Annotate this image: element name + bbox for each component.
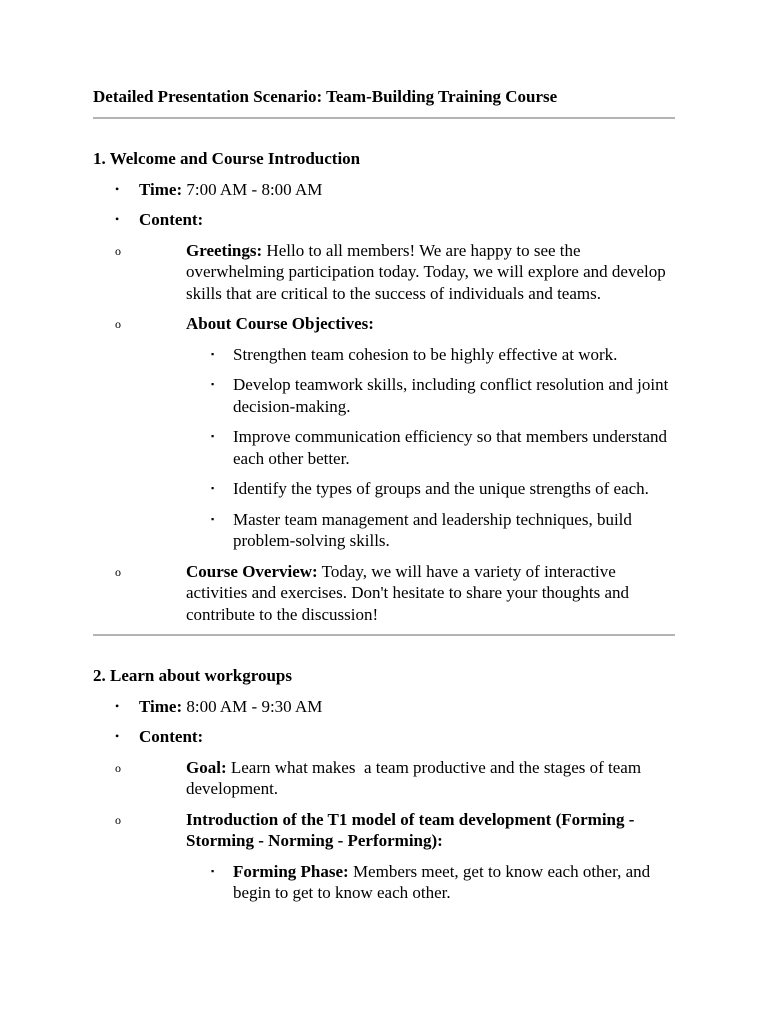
bullet-circle-icon: o [115, 317, 121, 331]
divider [93, 634, 675, 636]
greetings-label: Greetings: [186, 240, 263, 260]
list-item-content [93, 209, 675, 625]
objectives-label: About Course Objectives: [186, 314, 374, 333]
divider [93, 117, 675, 119]
document-title: Detailed Presentation Scenario: Team-Building Training Course [93, 87, 558, 106]
objective-item [186, 478, 675, 500]
goal-text: Learn what makes a team productive and the stages of team development. [186, 757, 646, 798]
bullet-square-icon: ▪ [211, 513, 215, 524]
model-label: Introduction of the T1 model of team development (Forming - Storming - Norming - Performing): [186, 809, 635, 850]
objective-text: Master team management and leadership techniques, build problem-solving skills. [233, 509, 632, 550]
goal-label: Goal: [186, 757, 227, 777]
objective-item [186, 374, 675, 417]
bullet-square-icon: ▪ [211, 379, 215, 389]
bullet-square-icon: ▪ [211, 483, 215, 493]
bullet-circle-icon: o [115, 564, 121, 579]
section-workgroups [93, 665, 675, 904]
section-welcome [93, 148, 675, 625]
objective-text: Improve communication efficiency so that members understand each other better. [233, 427, 667, 468]
objective-text: Identify the types of groups and the unique strengths of each. [233, 479, 649, 498]
content-label: Content: [139, 727, 204, 746]
content-sublist [93, 240, 675, 626]
list-item-time [93, 179, 675, 201]
content-sublist [93, 757, 675, 904]
phase-item [186, 861, 675, 904]
bullet-disc-icon: • [115, 212, 120, 226]
objective-text: Strengthen team cohesion to be highly effective at work. [233, 344, 618, 364]
time-label: Time: [139, 696, 183, 716]
bullet-circle-icon: o [115, 812, 121, 827]
bullet-disc-icon: • [115, 698, 120, 713]
bullet-disc-icon: • [115, 181, 120, 196]
bullet-square-icon: ▪ [211, 348, 215, 359]
overview-text: Today, we will have a variety of interactive activities and exercises. Don't hesitate to share your thoughts and contribute to the discussion! [186, 561, 630, 624]
list-item-overview [93, 561, 675, 626]
forming-label: Forming Phase: [233, 861, 349, 881]
greetings-text: Hello to all members! We are happy to see the overwhelming participation today. Today, we will explore and develop skills that are critical to the success of individuals and teams. [186, 240, 666, 303]
list-item-model [93, 809, 675, 904]
bullet-circle-icon: o [115, 243, 121, 258]
list-item-time [93, 696, 675, 718]
section-list [93, 179, 675, 626]
content-label: Content: [139, 210, 204, 229]
forming-text: Members meet, get to know each other, and begin to get to know each other. [233, 861, 651, 902]
bullet-square-icon: ▪ [211, 865, 215, 876]
document-page [93, 86, 675, 904]
objective-text: Develop teamwork skills, including conflict resolution and joint decision-making. [233, 375, 669, 416]
list-item-content [93, 726, 675, 904]
overview-label: Course Overview: [186, 561, 318, 581]
section-list [93, 696, 675, 904]
time-label: Time: [139, 179, 183, 199]
time-value: 8:00 AM - 9:30 AM [182, 696, 323, 716]
objective-item [186, 344, 675, 366]
list-item-goal [93, 757, 675, 800]
bullet-square-icon: ▪ [211, 431, 215, 441]
time-value: 7:00 AM - 8:00 AM [182, 179, 323, 199]
objective-item [186, 426, 675, 469]
section-heading: 2. Learn about workgroups [93, 666, 292, 685]
list-item-greetings [93, 240, 675, 305]
section-heading: 1. Welcome and Course Introduction [93, 149, 361, 168]
phases-list [186, 861, 675, 904]
bullet-disc-icon: • [115, 729, 120, 743]
objectives-list [186, 344, 675, 552]
list-item-objectives [93, 313, 675, 552]
bullet-circle-icon: o [115, 760, 121, 775]
objective-item [186, 509, 675, 552]
